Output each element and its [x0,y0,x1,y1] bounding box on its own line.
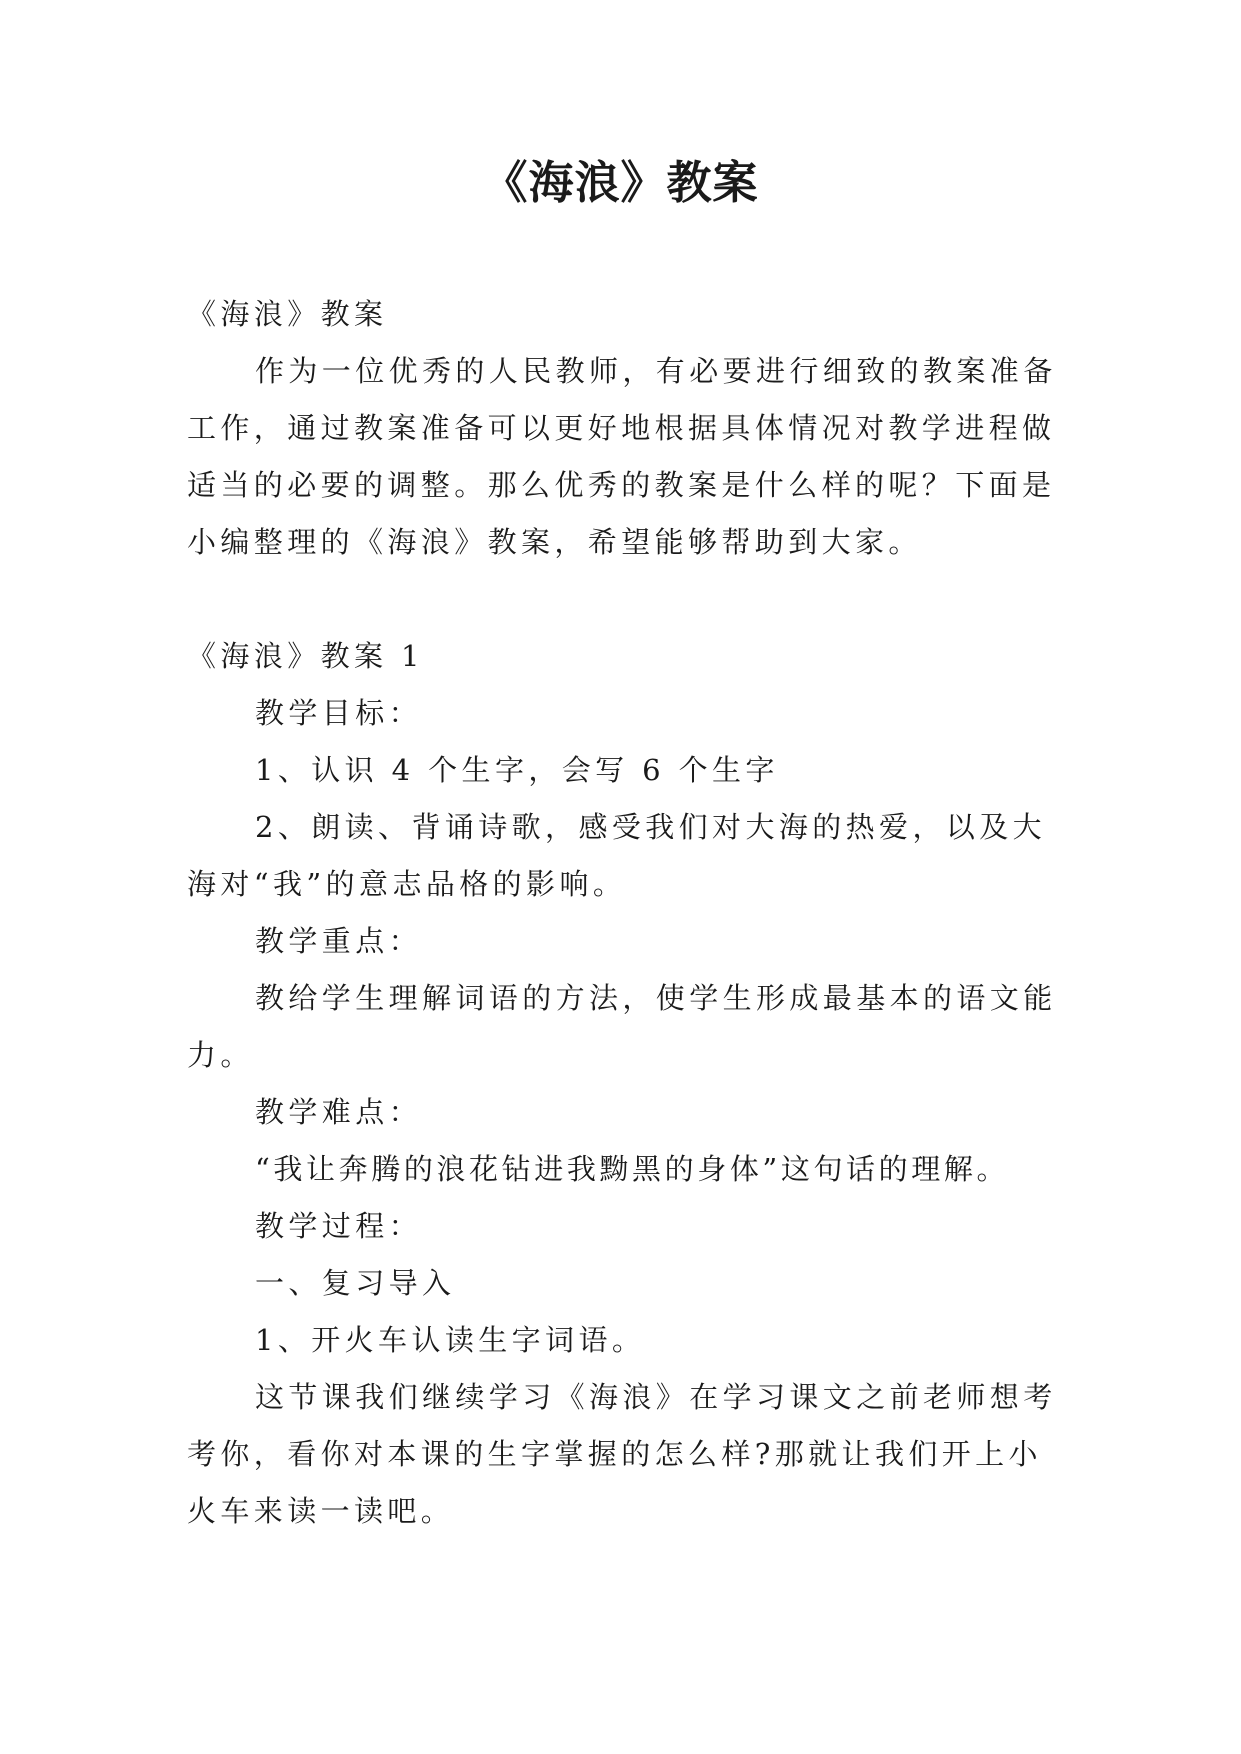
key-points-text-continued: 力。 [187,1038,254,1072]
goal-item-1: 1、认识 4 个生字，会写 6 个生字 [255,753,779,787]
process-paragraph-line: 火车来读一读吧。 [187,1494,455,1528]
process-paragraph-line: 考你，看你对本课的生字掌握的怎么样?那就让我们开上小 [187,1437,1042,1471]
intro-paragraph-line: 小编整理的《海浪》教案，希望能够帮助到大家。 [187,525,922,559]
key-points-text: 教给学生理解词语的方法，使学生形成最基本的语文能 [255,981,1057,1015]
goal-item-2: 2、朗读、背诵诗歌，感受我们对大海的热爱，以及大 [255,810,1047,844]
subheading-teaching-goals: 教学目标： [255,696,423,730]
process-paragraph-line: 这节课我们继续学习《海浪》在学习课文之前老师想考 [255,1380,1057,1414]
process-item-1: 1、开火车认读生字词语。 [255,1323,646,1357]
document-title: 《海浪》教案 [482,156,759,209]
goal-item-2-continued: 海对“我”的意志品格的影响。 [187,867,627,901]
difficulties-text: “我让奔腾的浪花钻进我黝黑的身体”这句话的理解。 [255,1152,1010,1186]
subheading-key-points: 教学重点： [255,924,423,958]
process-step-review: 一、复习导入 [255,1266,456,1300]
subheading-teaching-process: 教学过程： [255,1209,423,1243]
intro-paragraph-line: 适当的必要的调整。那么优秀的教案是什么样的呢？下面是 [187,468,1056,502]
subheading-difficulties: 教学难点： [255,1095,423,1129]
intro-paragraph-line: 作为一位优秀的人民教师，有必要进行细致的教案准备 [255,354,1057,388]
intro-heading: 《海浪》教案 [187,297,388,331]
section-heading: 《海浪》教案 1 [187,639,424,673]
intro-paragraph-line: 工作，通过教案准备可以更好地根据具体情况对教学进程做 [187,411,1056,445]
